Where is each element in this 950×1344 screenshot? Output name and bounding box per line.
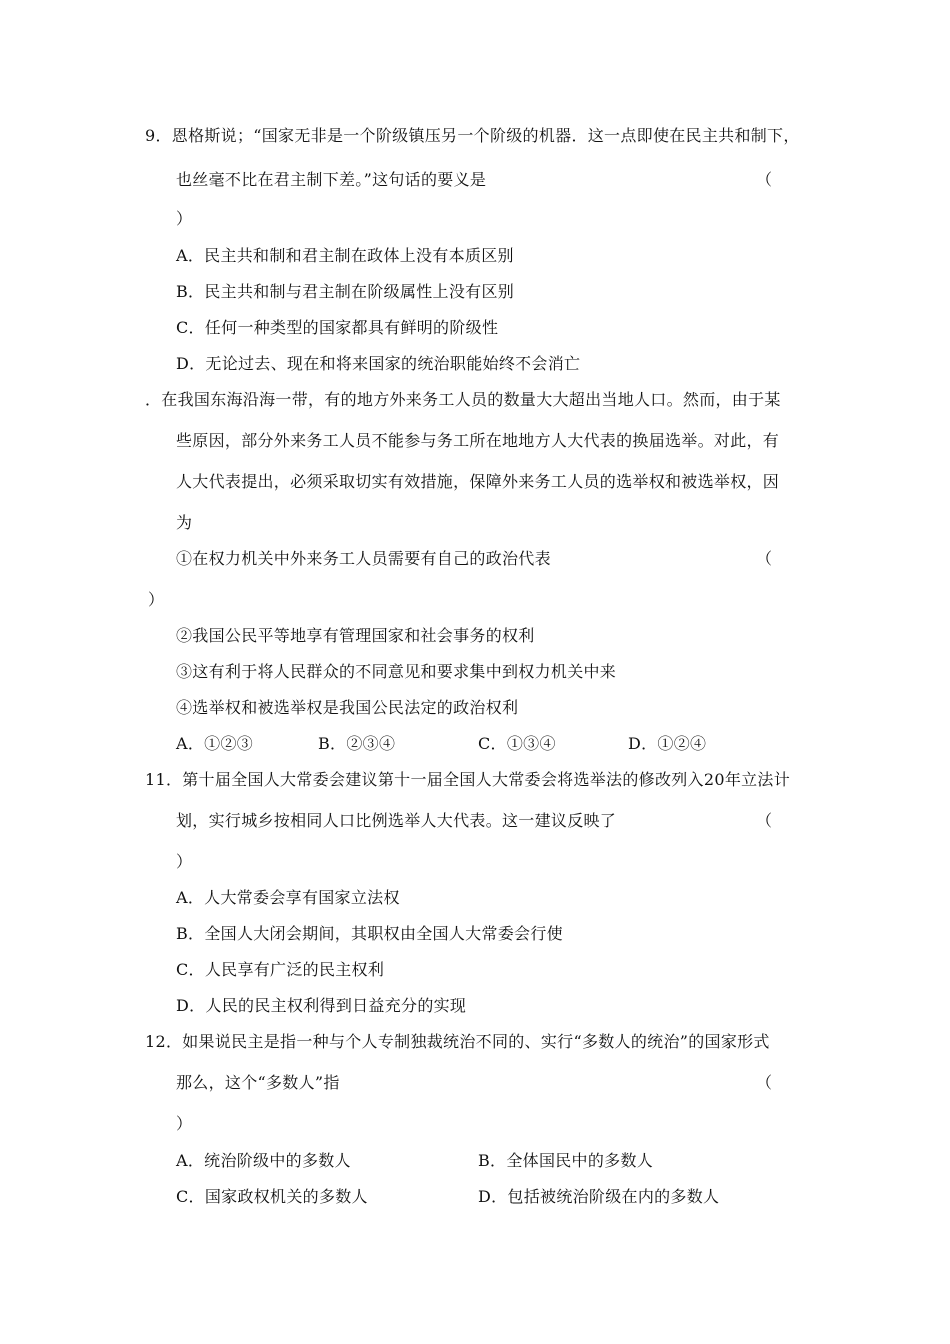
q11-option-a: A．人大常委会享有国家立法权 [176,888,400,907]
q9-option-d: D．无论过去、现在和将来国家的统治职能始终不会消亡 [176,354,581,373]
q9-answer-paren-open: （ [756,170,773,189]
q12-option-d: D．包括被统治阶级在内的多数人 [478,1187,720,1206]
q10-stem-line4: 为 [176,513,193,532]
q12-stem-line2: 那么，这个“多数人”指 [176,1073,340,1092]
q10-answer-paren-open: （ [756,549,773,568]
q10-stem-line3: 人大代表提出，必须采取切实有效措施，保障外来务工人员的选举权和被选举权，因 [176,472,780,491]
q9-option-a: A．民主共和制和君主制在政体上没有本质区别 [176,246,514,265]
q9-stem-line2: 也丝毫不比在君主制下差。”这句话的要义是 [176,170,487,189]
q10-item-1: ①在权力机关中外来务工人员需要有自己的政治代表 [176,549,551,568]
q10-option-b: B．②③④ [318,734,396,753]
q12-option-c: C．国家政权机关的多数人 [176,1187,368,1206]
q11-stem-line2: 划，实行城乡按相同人口比例选举人大代表。这一建议反映了 [176,811,617,830]
q9-option-b: B．民主共和制与君主制在阶级属性上没有区别 [176,282,515,301]
q10-item-3: ③这有利于将人民群众的不同意见和要求集中到权力机关中来 [176,662,617,681]
q9-option-c: C．任何一种类型的国家都具有鲜明的阶级性 [176,318,499,337]
q10-stem-line1: ．在我国东海沿海一带，有的地方外来务工人员的数量大大超出当地人口。然而，由于某 [145,390,781,409]
q9-answer-paren-close: ） [176,209,193,228]
q10-item-4: ④选举权和被选举权是我国公民法定的政治权利 [176,698,519,717]
q11-option-d: D．人民的民主权利得到日益充分的实现 [176,996,467,1015]
q10-option-c: C．①③④ [478,734,556,753]
q10-option-d: D．①②④ [628,734,707,753]
q11-option-c: C．人民享有广泛的民主权利 [176,960,385,979]
q12-option-b: B．全体国民中的多数人 [478,1151,654,1170]
q10-answer-paren-close: ） [148,590,165,609]
q9-stem-line1: 9．恩格斯说；“国家无非是一个阶级镇压另一个阶级的机器．这一点即使在民主共和制下， [145,126,800,145]
q11-stem-line1: 11．第十届全国人大常委会建议第十一届全国人大常委会将选举法的修改列入20年立法计 [145,770,791,789]
q10-option-a: A．①②③ [176,734,254,753]
q12-answer-paren-close: ） [176,1114,193,1133]
q11-answer-paren-open: （ [756,811,773,830]
q12-answer-paren-open: （ [756,1073,773,1092]
q10-stem-line2: 些原因，部分外来务工人员不能参与务工所在地地方人大代表的换届选举。对此，有 [176,431,780,450]
q10-item-2: ②我国公民平等地享有管理国家和社会事务的权利 [176,626,535,645]
q11-option-b: B．全国人大闭会期间，其职权由全国人大常委会行使 [176,924,563,943]
q12-option-a: A．统治阶级中的多数人 [176,1151,351,1170]
q12-stem-line1: 12．如果说民主是指一种与个人专制独裁统治不同的、实行“多数人的统治”的国家形式 [145,1032,770,1051]
q11-answer-paren-close: ） [176,852,193,871]
